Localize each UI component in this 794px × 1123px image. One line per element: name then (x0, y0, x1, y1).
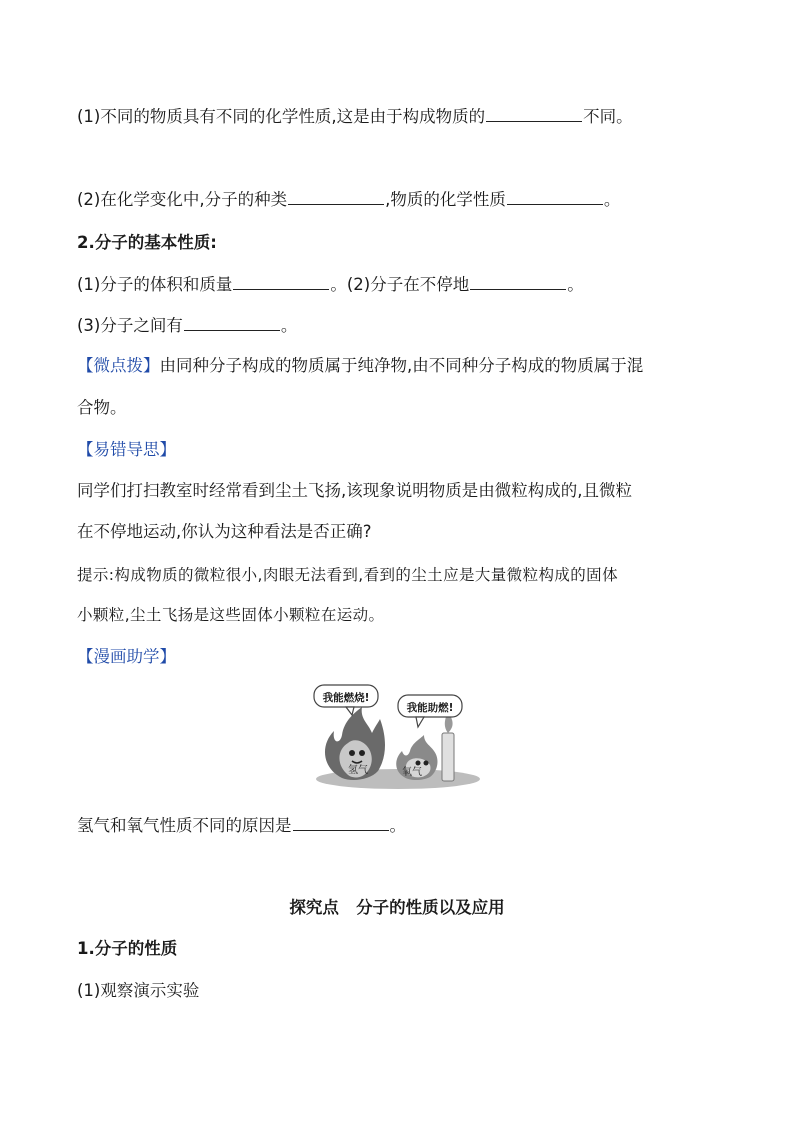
left-eye (349, 750, 355, 756)
question-3 (77, 273, 584, 296)
question-2-text: (2)在化学变化中,分子的种类 (77, 190, 288, 209)
comic-label: 【漫画助学】 (77, 647, 176, 666)
tip-line-2: 合物。 (77, 398, 127, 417)
answer-blank[interactable] (288, 188, 384, 205)
mistake-label: 【易错导思】 (77, 440, 176, 459)
question-4 (77, 314, 297, 337)
section-title-basic-properties: 2.分子的基本性质: (77, 233, 217, 252)
speech-bubble-tail (346, 707, 354, 715)
question-5-text: 氢气和氧气性质不同的原因是 (77, 816, 292, 835)
answer-blank[interactable] (293, 814, 389, 831)
mistake-line-1: 同学们打扫教室时经常看到尘土飞扬,该现象说明物质是由微粒构成的,且微粒 (77, 481, 632, 500)
bubble-right-text: 我能助燃! (406, 702, 454, 714)
mistake-line-2: 在不停地运动,你认为这种看法是否正确? (77, 522, 372, 541)
question-4-text: (3)分子之间有 (77, 316, 183, 335)
bubble-left-text: 我能燃烧! (322, 692, 370, 704)
question-2-middle: ,物质的化学性质 (385, 190, 506, 209)
question-5-tail: 。 (389, 816, 406, 835)
hint-line-1: 提示:构成物质的微粒很小,肉眼无法看到,看到的尘土应是大量微粒构成的固体 (77, 566, 618, 584)
question-1-tail: 不同。 (583, 107, 633, 126)
speech-bubble-tail (416, 717, 424, 727)
section-title-properties: 1.分子的性质 (77, 939, 178, 958)
question-1 (77, 105, 633, 128)
right-eye (359, 750, 365, 756)
question-3-tail: 。 (567, 275, 584, 294)
hydrogen-label: 氢气 (348, 765, 368, 776)
oxygen-label: 氧气 (402, 767, 422, 778)
comic-illustration (312, 683, 484, 791)
tip-label: 【微点拨】 (77, 356, 160, 375)
answer-blank[interactable] (470, 273, 566, 290)
question-2-tail: 。 (603, 190, 621, 209)
tip-line-1 (77, 355, 643, 377)
question-2 (77, 188, 620, 211)
answer-blank[interactable] (184, 314, 280, 331)
question-3-middle: 。(2)分子在不停地 (330, 275, 470, 294)
hint-line-2: 小颗粒,尘土飞扬是这些固体小颗粒在运动。 (77, 606, 385, 624)
question-1-text: (1)不同的物质具有不同的化学性质,这是由于构成物质的 (77, 107, 486, 126)
candle (442, 733, 454, 781)
answer-blank[interactable] (486, 105, 582, 122)
question-3-text: (1)分子的体积和质量 (77, 275, 233, 294)
answer-blank[interactable] (507, 188, 603, 205)
question-5 (77, 814, 406, 837)
question-4-tail: 。 (280, 316, 298, 335)
experiment-line: (1)观察演示实验 (77, 981, 200, 1000)
tip-text: 由同种分子构成的物质属于纯净物,由不同种分子构成的物质属于混 (159, 356, 644, 375)
explore-title: 探究点 分子的性质以及应用 (289, 898, 505, 917)
oxygen-eye (424, 761, 429, 766)
answer-blank[interactable] (233, 273, 329, 290)
